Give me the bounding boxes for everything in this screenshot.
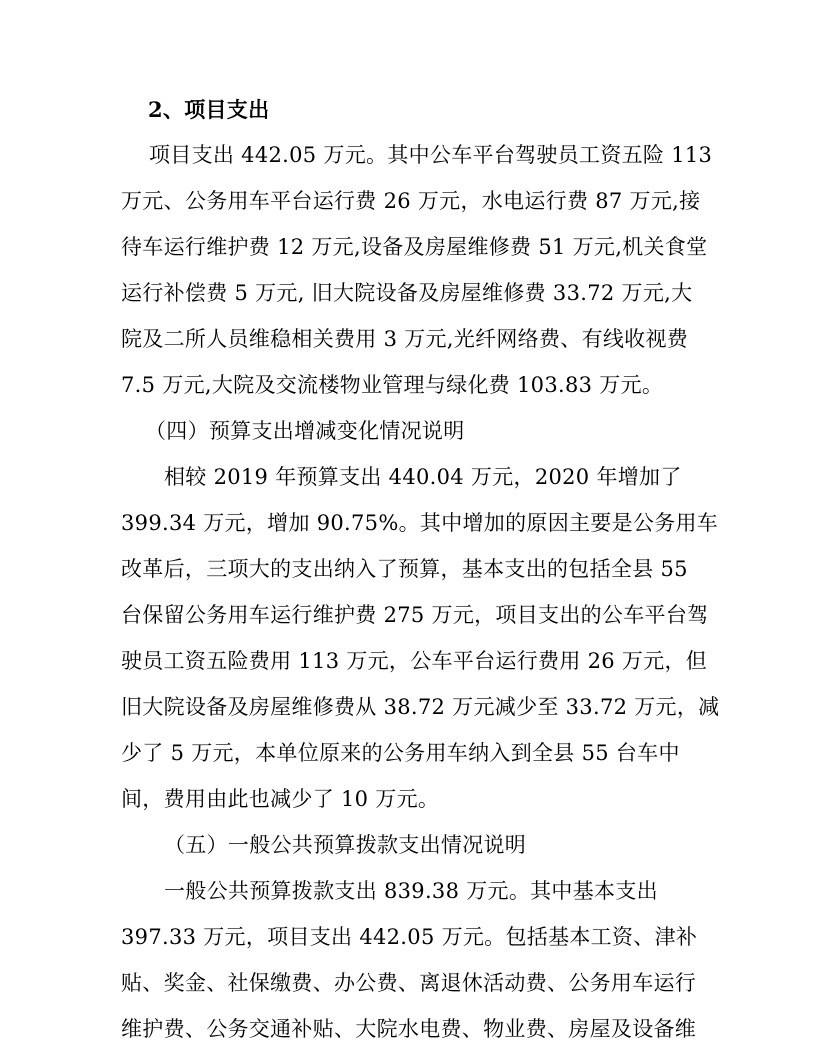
paragraph-line: 贴、奖金、社保缴费、办公费、离退休活动费、公务用车运行 xyxy=(121,971,697,995)
paragraph-line: 397.33 万元，项目支出 442.05 万元。包括基本工资、津补 xyxy=(121,925,698,949)
paragraph-line: 运行补偿费 5 万元, 旧大院设备及房屋维修费 33.72 万元,大 xyxy=(121,281,693,305)
paragraph-line: 待车运行维护费 12 万元,设备及房屋维修费 51 万元,机关食堂 xyxy=(121,235,708,259)
paragraph-line: 399.34 万元，增加 90.75%。其中增加的原因主要是公务用车 xyxy=(121,511,719,535)
section-heading-project-expenditure: 2、项目支出 xyxy=(148,97,270,122)
paragraph-line: 旧大院设备及房屋维修费从 38.72 万元减少至 33.72 万元，减 xyxy=(121,695,720,719)
paragraph-line: 改革后，三项大的支出纳入了预算，基本支出的包括全县 55 xyxy=(121,557,688,581)
paragraph-line: 间，费用由此也减少了 10 万元。 xyxy=(121,787,440,811)
paragraph-line: 少了 5 万元，本单位原来的公务用车纳入到全县 55 台车中 xyxy=(121,741,680,765)
paragraph-line: 院及二所人员维稳相关费用 3 万元,光纤网络费、有线收视费 xyxy=(121,327,689,351)
paragraph-line: 驶员工资五险费用 113 万元，公车平台运行费用 26 万元，但 xyxy=(121,649,708,673)
paragraph-line: 台保留公务用车运行维护费 275 万元，项目支出的公车平台驾 xyxy=(121,603,709,627)
paragraph-line: 相较 2019 年预算支出 440.04 万元，2020 年增加了 xyxy=(164,465,682,489)
paragraph-line: 一般公共预算拨款支出 839.38 万元。其中基本支出 xyxy=(164,879,658,903)
paragraph-line: 维护费、公务交通补贴、大院水电费、物业费、房屋及设备维 xyxy=(121,1017,697,1041)
paragraph-line: 万元、公务用车平台运行费 26 万元，水电运行费 87 万元,接 xyxy=(121,189,701,213)
paragraph-line: 项目支出 442.05 万元。其中公车平台驾驶员工资五险 113 xyxy=(149,143,713,167)
paragraph-line: 7.5 万元,大院及交流楼物业管理与绿化费 103.83 万元。 xyxy=(121,373,664,397)
section-heading-general-budget: （五）一般公共预算拨款支出情况说明 xyxy=(164,833,527,857)
section-heading-budget-change: （四）预算支出增减变化情况说明 xyxy=(145,419,465,443)
